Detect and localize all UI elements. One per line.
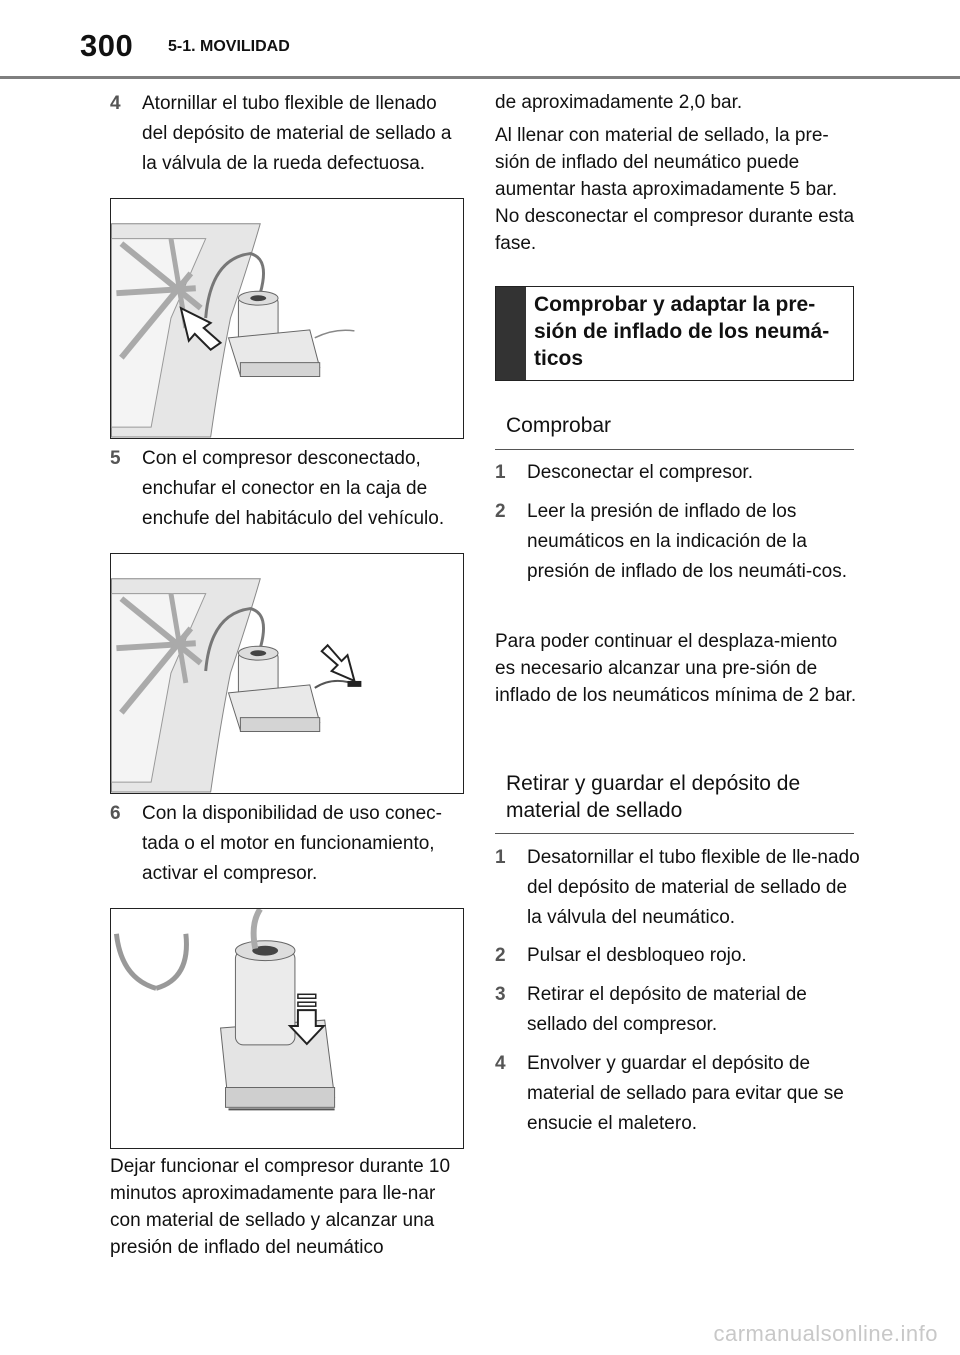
step-number: 6 bbox=[110, 803, 121, 824]
step-text: Con el compresor desconectado, enchufar el conector en la caja de enchufe del habitáculo del vehículo. bbox=[142, 448, 445, 529]
step-text: Desconectar el compresor. bbox=[527, 462, 753, 483]
subheading-check: Comprobar bbox=[495, 412, 854, 450]
compressor-illustration bbox=[111, 909, 463, 1148]
step-number: 1 bbox=[495, 847, 506, 868]
topic-heading-box bbox=[495, 286, 854, 381]
watermark: carmanualsonline.info bbox=[713, 1321, 938, 1346]
paragraph-run-compressor: Dejar funcionar el compresor durante 10 minutos aproximadamente para lle-nar con material de sellado y alcanzar una presión de inflado del neumático bbox=[110, 1156, 451, 1258]
section-title: 5-1. MOVILIDAD bbox=[168, 38, 290, 55]
step-4 bbox=[110, 89, 465, 179]
page-header bbox=[0, 0, 960, 80]
plug-connector-illustration bbox=[111, 554, 463, 793]
step-text: Desatornillar el tubo flexible de lle-nado del depósito de material de sellado de la válvula del neumático. bbox=[527, 847, 860, 928]
remove-step-1 bbox=[495, 843, 860, 933]
paragraph-min-pressure: Para poder continuar el desplaza-miento es necesario alcanzar una pre-sión de inflado de los neumáticos mínima de 2 bar. bbox=[495, 631, 857, 706]
step-text: Retirar el depósito de material de sellado del compresor. bbox=[527, 984, 807, 1035]
figure-plug-connector bbox=[110, 553, 464, 794]
step-number: 1 bbox=[495, 462, 506, 483]
wheel-hose-illustration bbox=[111, 199, 463, 438]
step-number: 5 bbox=[110, 448, 121, 469]
check-step-2 bbox=[495, 497, 860, 587]
topic-accent-bar bbox=[496, 287, 526, 380]
step-number: 2 bbox=[495, 501, 506, 522]
step-text: Leer la presión de inflado de los neumáticos en la indicación de la presión de inflado de los neumáti-cos. bbox=[527, 501, 848, 582]
step-text: Pulsar el desbloqueo rojo. bbox=[527, 945, 747, 966]
step-text: Atornillar el tubo flexible de llenado del depósito de material de sellado a la válvula de la rueda defectuosa. bbox=[142, 93, 452, 174]
remove-step-3 bbox=[495, 980, 860, 1040]
header-rule bbox=[0, 76, 960, 79]
sealant-bottle-icon bbox=[235, 941, 295, 1045]
step-number: 2 bbox=[495, 945, 506, 966]
page-number: 300 bbox=[80, 28, 134, 63]
step-number: 4 bbox=[495, 1053, 506, 1074]
paragraph-pressure-increase: Al llenar con material de sellado, la pre-sión de inflado del neumático puede aumentar hasta aproximadamente 5 bar. No desconectar el compresor durante esta fase. bbox=[495, 125, 855, 254]
step-number: 4 bbox=[110, 93, 121, 114]
step-6 bbox=[110, 799, 465, 889]
remove-step-2 bbox=[495, 941, 860, 971]
topic-title: Comprobar y adaptar la pre-sión de inflado de los neumá-ticos bbox=[534, 293, 830, 370]
subheading-remove-store: Retirar y guardar el depósito de material de sellado bbox=[495, 770, 854, 834]
step-number: 3 bbox=[495, 984, 506, 1005]
remove-step-4 bbox=[495, 1049, 860, 1139]
figure-activate-compressor bbox=[110, 908, 464, 1149]
step-5 bbox=[110, 444, 465, 534]
check-step-1 bbox=[495, 458, 860, 488]
step-text: Con la disponibilidad de uso conec-tada o el motor en funcionamiento, activar el compresor. bbox=[142, 803, 442, 884]
step-text: Envolver y guardar el depósito de material de sellado para evitar que se ensucie el maletero. bbox=[527, 1053, 844, 1134]
paragraph-pressure-continued: de aproximadamente 2,0 bar. bbox=[495, 92, 743, 113]
figure-connect-hose bbox=[110, 198, 464, 439]
